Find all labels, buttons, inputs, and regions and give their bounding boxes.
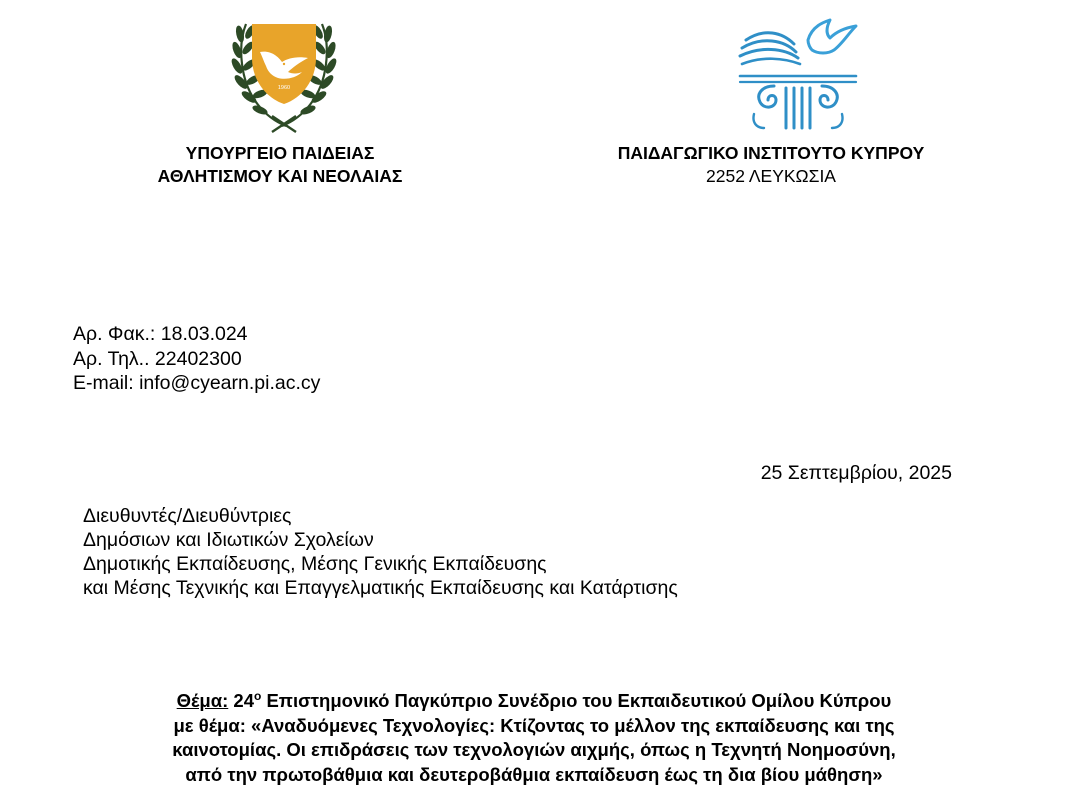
pedagogical-institute-logo-icon (734, 18, 862, 130)
ordinal-suffix: ο (253, 688, 262, 703)
subject-line-2: με θέμα: «Αναδυόμενες Τεχνολογίες: Κτίζοντας το μέλλον της εκπαίδευσης και της (173, 714, 895, 736)
dove-icon (808, 20, 856, 53)
subject-line-1 (40, 689, 1028, 714)
recipient-line: Δημοτικής Εκπαίδευσης, Μέσης Γενικής Εκπαίδευσης (83, 553, 547, 575)
subject-line-3: καινοτομίας. Οι επιδράσεις των τεχνολογιών αιχμής, όπως η Τεχνητή Νοημοσύνη, (172, 739, 896, 760)
cyprus-coat-of-arms-icon (226, 18, 342, 134)
letter-date: 25 Σεπτεμβρίου, 2025 (760, 462, 952, 484)
conference-number: 24 (233, 690, 254, 711)
email-reference: E-mail: info@cyearn.pi.ac.cy (73, 372, 321, 394)
emblem-year: 1960 (277, 85, 291, 91)
ministry-name-line2: ΑΘΛΗΤΙΣΜΟΥ ΚΑΙ ΝΕΟΛΑΙΑΣ (157, 166, 403, 186)
recipient-line: και Μέσης Τεχνικής και Επαγγελματικής Εκπαίδευσης και Κατάρτισης (83, 577, 678, 599)
phone-reference: Αρ. Τηλ.. 22402300 (73, 347, 242, 370)
recipient-line: Δημόσιων και Ιδιωτικών Σχολείων (83, 529, 374, 551)
subject-line-1-text: Επιστημονικό Παγκύπριο Συνέδριο του Εκπαιδευτικού Ομίλου Κύπρου (266, 690, 892, 711)
institute-name: ΠΑΙΔΑΓΩΓΙΚΟ ΙΝΣΤΙΤΟΥΤΟ ΚΥΠΡΟΥ (617, 143, 925, 163)
subject-label: Θέμα: (176, 690, 229, 711)
institute-address: 2252 ΛΕΥΚΩΣΙΑ (706, 166, 836, 186)
institute-header (572, 142, 970, 188)
subject-line-4: από την πρωτοβάθμια και δευτεροβάθμια εκπαίδευση έως τη δια βίου μάθηση» (185, 763, 883, 785)
file-reference: Αρ. Φακ.: 18.03.024 (73, 323, 248, 345)
subject-block (40, 689, 1028, 787)
ministry-header (110, 142, 450, 188)
ministry-name-line1: ΥΠΟΥΡΓΕΙΟ ΠΑΙΔΕΙΑΣ (185, 143, 375, 163)
recipient-line: Διευθυντές/Διευθύντριες (83, 505, 292, 527)
recipients-block (83, 504, 678, 600)
